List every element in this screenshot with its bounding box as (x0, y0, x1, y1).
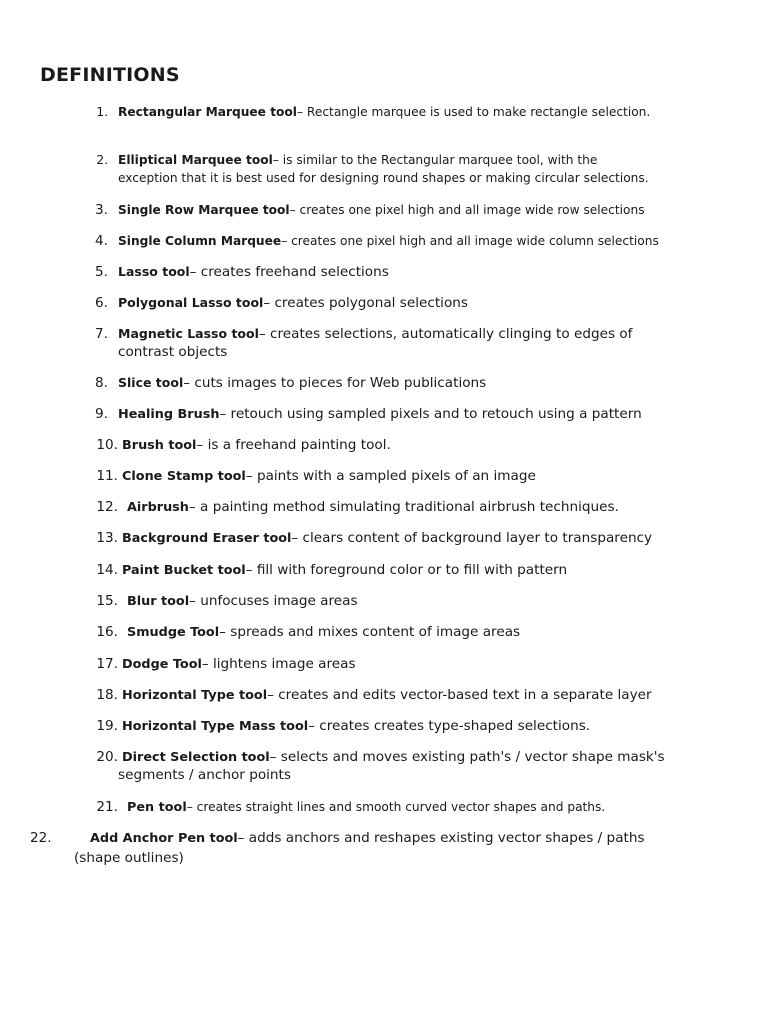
item-definition: – creates one pixel high and all image wide row selections (289, 203, 645, 217)
item-definition: – Rectangle marquee is used to make rectangle selection. (296, 105, 651, 119)
item-term: Lasso tool (118, 264, 190, 279)
item-number: 22. (30, 830, 52, 846)
item-definition: – creates polygonal selections (263, 295, 468, 311)
item-term: Paint Bucket tool (122, 563, 246, 578)
item-term: Rectangular Marquee tool (118, 105, 297, 119)
item-term: Dodge Tool (122, 657, 202, 672)
item-number: 10. (96, 437, 118, 453)
item-definition: – selects and moves existing path's / vector shape mask's (269, 749, 665, 765)
item-number: 7. (95, 326, 108, 342)
item-term: Smudge Tool (127, 625, 220, 640)
item-definition: – clears content of background layer to transparency (291, 530, 653, 546)
item-number: 15. (96, 593, 118, 609)
item-term: Single Row Marquee tool (118, 203, 290, 217)
item-number: 8. (95, 375, 108, 391)
item-term: Elliptical Marquee tool (118, 153, 273, 167)
item-definition: – lightens image areas (201, 656, 356, 672)
page-title: DEFINITIONS (40, 64, 180, 86)
item-definition: – creates one pixel high and all image wide column selections (281, 234, 659, 248)
item-number: 14. (96, 562, 118, 578)
item-term: Horizontal Type tool (122, 688, 268, 703)
item-term: Airbrush (127, 500, 189, 515)
item-definition: – creates freehand selections (189, 264, 389, 280)
item-number: 9. (95, 406, 108, 422)
item-definition: – fill with foreground color or to fill with pattern (245, 562, 568, 578)
item-definition: – creates straight lines and smooth curved vector shapes and paths. (186, 800, 606, 814)
item-term: Add Anchor Pen tool (90, 831, 238, 846)
item-term: Background Eraser tool (122, 531, 292, 546)
item-term: Slice tool (118, 375, 184, 390)
item-term: Pen tool (127, 800, 187, 815)
item-definition: – unfocuses image areas (189, 593, 358, 609)
item-definition: – a painting method simulating traditional airbrush techniques. (188, 499, 619, 515)
item-term: Healing Brush (118, 407, 220, 422)
item-definition: – cuts images to pieces for Web publications (183, 375, 487, 391)
item-term: Clone Stamp tool (122, 469, 246, 484)
item-term: Direct Selection tool (122, 750, 270, 765)
item-term: Magnetic Lasso tool (118, 326, 259, 341)
item-number: 12. (96, 499, 118, 515)
item-number: 5. (95, 264, 108, 280)
item-definition-continued: segments / anchor points (118, 767, 291, 783)
item-definition-continued: (shape outlines) (74, 850, 184, 866)
item-definition: – paints with a sampled pixels of an image (245, 468, 536, 484)
item-definition: – adds anchors and reshapes existing vector shapes / paths (237, 830, 645, 846)
item-number: 19. (96, 718, 118, 734)
item-definition: – creates and edits vector-based text in a separate layer (267, 687, 652, 703)
item-definition-continued: exception that it is best used for designing round shapes or making circular selections. (118, 171, 649, 185)
item-number: 2. (96, 153, 108, 167)
item-term: Single Column Marquee (118, 234, 282, 248)
item-number: 18. (96, 687, 118, 703)
item-number: 4. (95, 233, 108, 249)
item-term: Blur tool (127, 594, 190, 609)
item-definition: – creates creates type-shaped selections. (308, 718, 591, 734)
item-number: 20. (96, 749, 118, 765)
item-definition: – creates selections, automatically clinging to edges of (258, 326, 633, 342)
item-number: 13. (96, 530, 118, 546)
item-number: 6. (95, 295, 108, 311)
item-definition: – is a freehand painting tool. (196, 437, 391, 453)
item-definition: – retouch using sampled pixels and to retouch using a pattern (219, 406, 642, 422)
item-term: Horizontal Type Mass tool (122, 719, 309, 734)
item-number: 16. (96, 624, 118, 640)
item-definition: – spreads and mixes content of image areas (219, 624, 521, 640)
item-definition: – is similar to the Rectangular marquee tool, with the (272, 153, 598, 167)
item-term: Polygonal Lasso tool (118, 295, 264, 310)
item-number: 3. (95, 202, 108, 218)
item-definition-continued: contrast objects (118, 344, 228, 360)
item-term: Brush tool (122, 438, 197, 453)
item-number: 1. (96, 105, 108, 119)
item-number: 11. (96, 468, 118, 484)
item-number: 17. (96, 656, 118, 672)
item-number: 21. (96, 799, 118, 815)
